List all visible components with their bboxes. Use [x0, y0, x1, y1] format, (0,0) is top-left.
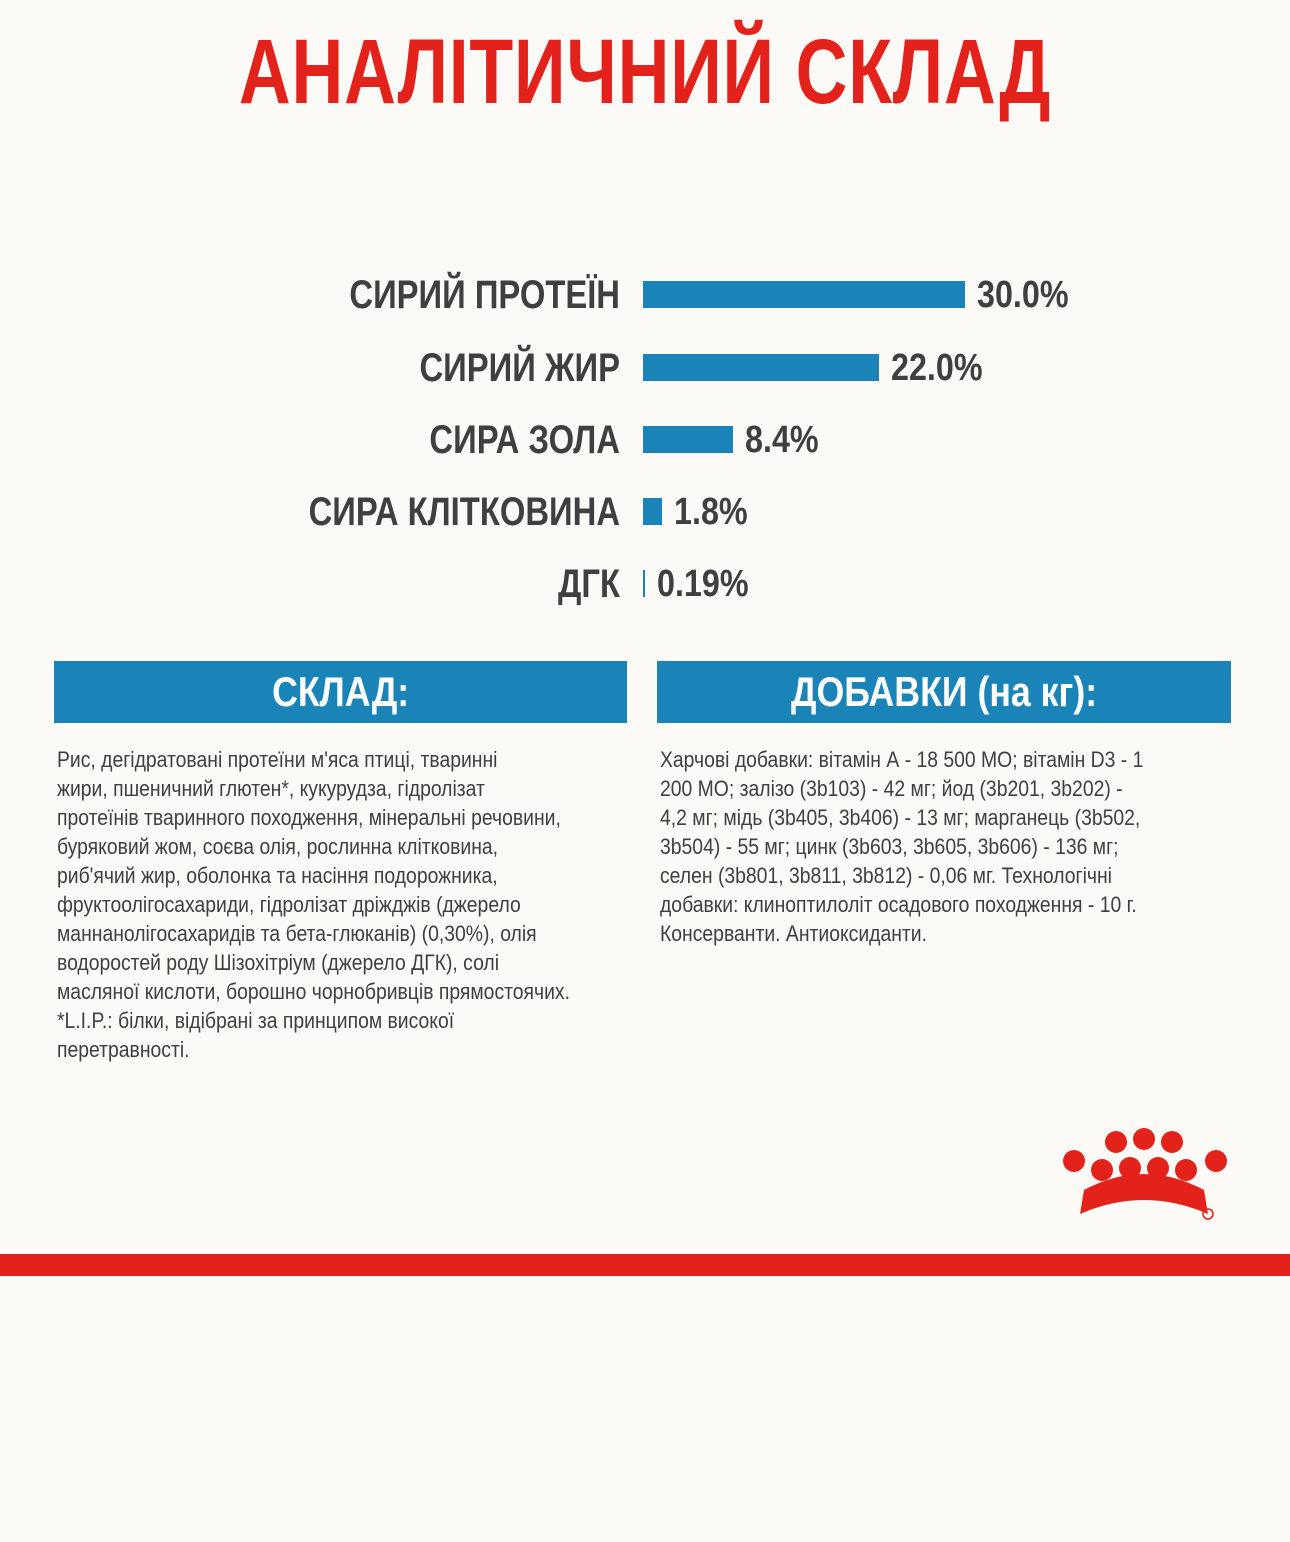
bar-label: СИРИЙ ПРОТЕЇН [349, 273, 620, 317]
bar-value-label: 1.8% [674, 491, 748, 533]
bar-value-label: 22.0% [891, 347, 983, 389]
bar-label: СИРА КЛІТКОВИНА [308, 490, 620, 534]
bar [643, 426, 733, 453]
text-line: селен (3b801, 3b811, 3b812) - 0,06 мг. Технологічні [660, 863, 1112, 888]
composition-heading [54, 661, 627, 723]
text-line: протеїнів тваринного походження, мінеральні речовини, [57, 805, 561, 830]
bar [643, 570, 645, 597]
red-divider-stripe [0, 1254, 1290, 1276]
text-line: риб'ячий жир, оболонка та насіння подорожника, [57, 863, 498, 888]
text-line: жири, пшеничний глютен*, кукурудза, гідролізат [57, 776, 485, 801]
bar [643, 498, 662, 525]
composition-heading-text: СКЛАД: [271, 668, 410, 715]
bar-value-label: 0.19% [657, 563, 749, 605]
composition-text [57, 745, 640, 1064]
bar-label: СИРИЙ ЖИР [419, 346, 620, 390]
text-line: 3b504) - 55 мг; цинк (3b603, 3b605, 3b606) - 136 мг; [660, 834, 1119, 859]
bar [643, 281, 965, 308]
text-line: маннанолігосахаридів та бета-глюканів) (0,30%), олія [57, 921, 537, 946]
crown-icon [1058, 1128, 1233, 1228]
text-line: 200 МО; залізо (3b103) - 42 мг; йод (3b201, 3b202) - [660, 776, 1123, 801]
bar-value-label: 8.4% [745, 419, 819, 461]
text-line: фруктоолігосахариди, гідролізат дріжджів (джерело [57, 892, 521, 917]
additives-heading [657, 661, 1231, 723]
bar-label: ДГК [558, 562, 620, 606]
additives-text [660, 745, 1209, 948]
text-line: Харчові добавки: вітамін А - 18 500 МО; вітамін D3 - 1 [660, 747, 1144, 772]
text-line: масляної кислоти, борошно чорнобривців прямостоячих. [57, 979, 570, 1004]
text-line: Рис, дегідратовані протеїни м'яса птиці, тваринні [57, 747, 498, 772]
analysis-bar-chart [0, 0, 1290, 640]
text-line: водоростей роду Шізохітріум (джерело ДГК), солі [57, 950, 500, 975]
text-line: *L.I.P.: білки, відібрані за принципом високої [57, 1008, 455, 1033]
text-line: буряковий жом, соєва олія, рослинна клітковина, [57, 834, 499, 859]
text-line: 4,2 мг; мідь (3b405, 3b406) - 13 мг; марганець (3b502, [660, 805, 1141, 830]
additives-heading-text: ДОБАВКИ (на кг): [790, 668, 1098, 715]
bar-label: СИРА ЗОЛА [429, 418, 620, 462]
text-line: перетравності. [57, 1037, 190, 1062]
text-line: Консерванти. Антиоксиданти. [660, 921, 927, 946]
text-line: добавки: клиноптилоліт осадового походження - 10 г. [660, 892, 1137, 917]
bar-value-label: 30.0% [977, 274, 1069, 316]
page-title: АНАЛІТИЧНИЙ СКЛАД [238, 21, 1052, 123]
bar [643, 354, 879, 381]
